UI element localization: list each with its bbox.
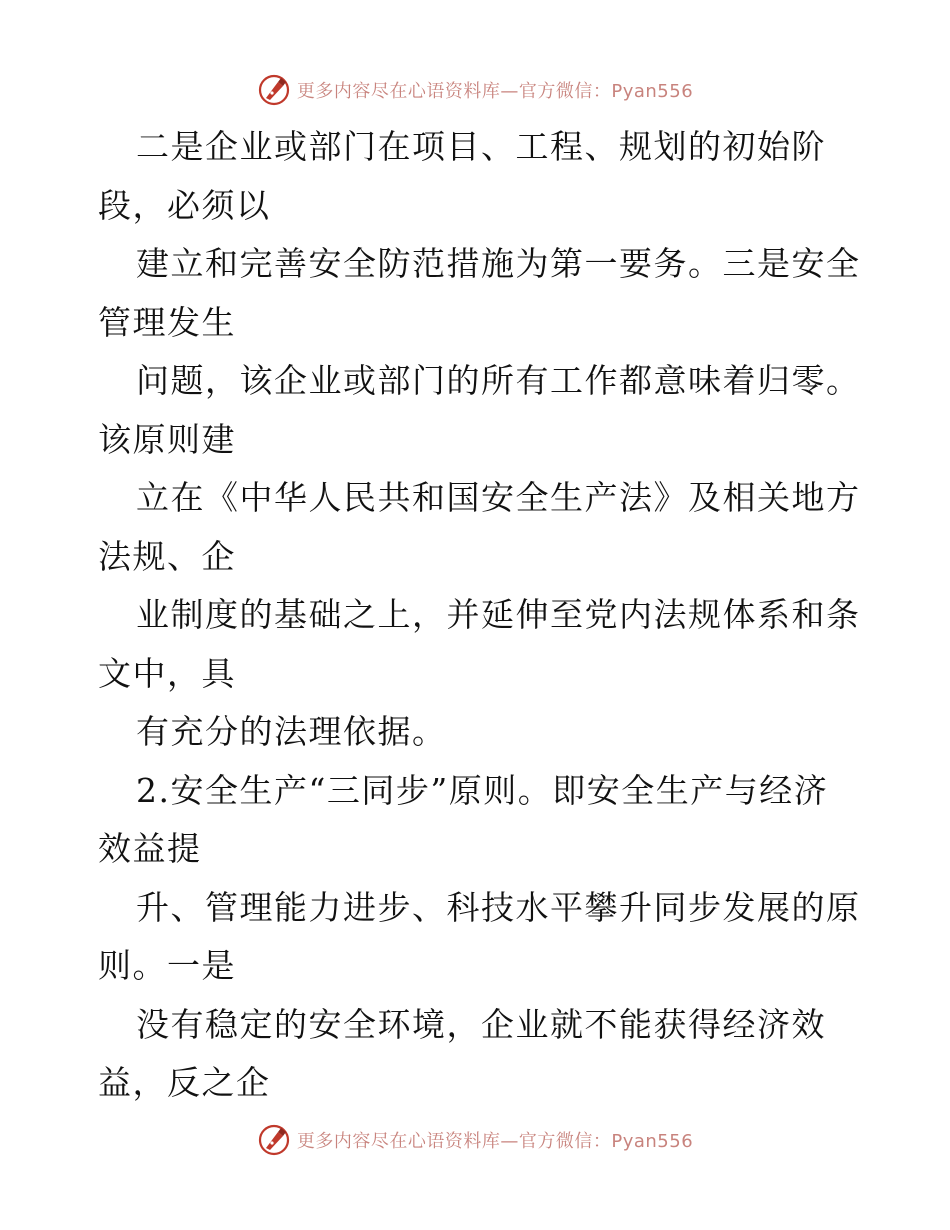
text-line: 有充分的法理依据。 [136, 712, 447, 751]
header-banner-text: 更多内容尽在心语资料库—官方微信：Pyan556 [296, 81, 694, 102]
footer-banner [0, 1120, 950, 1160]
text-line: 二是企业或部门在项目、工程、规划的初始阶 [136, 127, 826, 166]
header-banner [0, 70, 950, 110]
footer-banner-text: 更多内容尽在心语资料库—官方微信：Pyan556 [296, 1131, 694, 1152]
fountain-pen-logo-icon [257, 1123, 291, 1157]
text-line: 建立和完善安全防范措施为第一要务。三是安全 [136, 244, 861, 283]
text-line: 益，反之企 [98, 1063, 271, 1102]
text-line: 管理发生 [98, 302, 236, 342]
text-line: 问题，该企业或部门的所有工作都意味着归零。 [136, 361, 861, 400]
fountain-pen-logo-icon [257, 73, 291, 107]
document-body [98, 118, 868, 1113]
text-line: 则。一是 [98, 946, 236, 985]
text-line: 立在《中华人民共和国安全生产法》及相关地方 [136, 478, 861, 517]
text-line: 文中，具 [98, 653, 236, 693]
text-line: 段，必须以 [98, 185, 271, 225]
text-line: 业制度的基础之上，并延伸至党内法规体系和条 [136, 595, 861, 634]
text-line: 升、管理能力进步、科技水平攀升同步发展的原 [136, 887, 861, 927]
text-line: 效益提 [98, 829, 202, 868]
text-line: 没有稳定的安全环境，企业就不能获得经济效 [136, 1004, 826, 1044]
text-line: 该原则建 [98, 419, 236, 459]
text-line: 2.安全生产“三同步”原则。即安全生产与经济 [136, 770, 829, 810]
text-line: 法规、企 [98, 536, 236, 576]
